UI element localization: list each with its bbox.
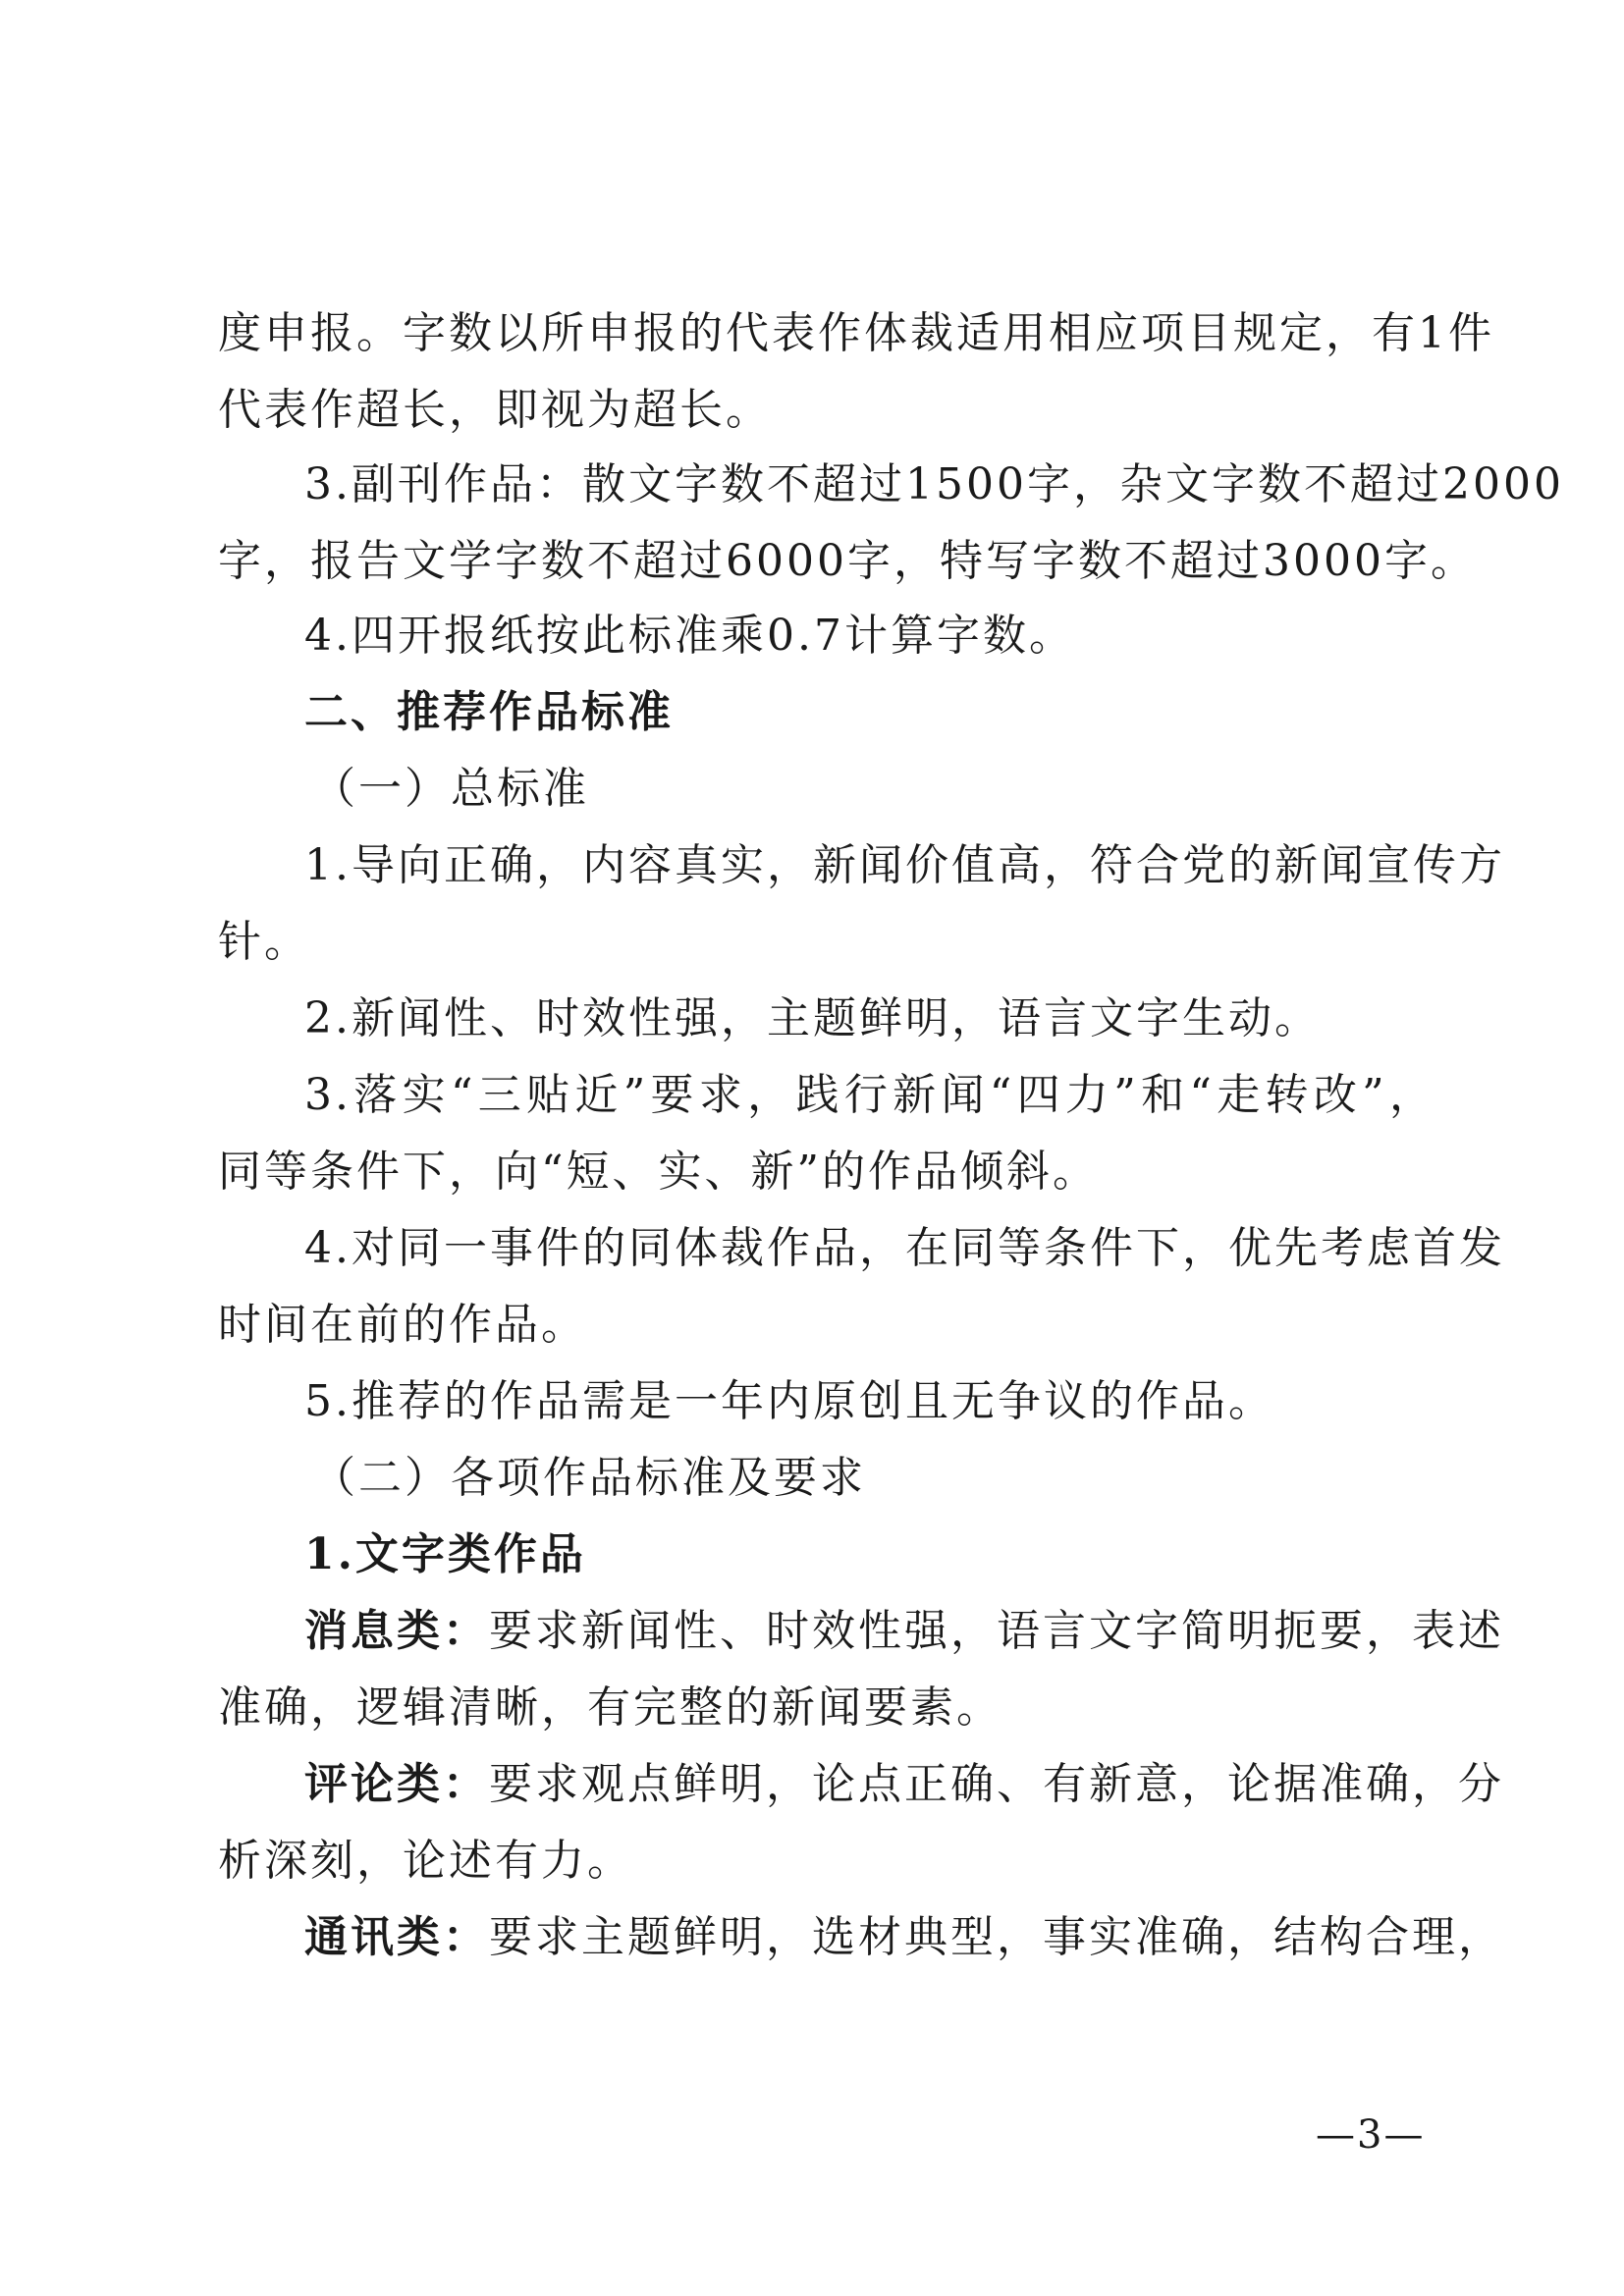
category-label: 评论类： [304, 1759, 489, 1809]
subsection-heading: （一）总标准 [312, 764, 589, 814]
text-line: 度申报。字数以所申报的代表作体裁适用相应项目规定，有1件 [218, 308, 1494, 358]
text-line: 3.落实“三贴近”要求，践行新闻“四力”和“走转改”， [304, 1070, 1435, 1120]
text-line [304, 1757, 1504, 1812]
text-line [304, 1604, 1504, 1659]
text-line [304, 1910, 1504, 1965]
category-label: 通讯类： [304, 1912, 489, 1962]
text-line: 3.副刊作品：散文字数不超过1500字，杂文字数不超过2000 [304, 459, 1564, 509]
text-line: 字，报告文学字数不超过6000字，特写字数不超过3000字。 [218, 536, 1477, 586]
text-line: 4.对同一事件的同体裁作品，在同等条件下，优先考虑首发 [304, 1223, 1505, 1273]
text-line: 5.推荐的作品需是一年内原创且无争议的作品。 [304, 1376, 1274, 1426]
category-text: 要求主题鲜明，选材典型，事实准确，结构合理， [489, 1912, 1504, 1962]
category-text: 要求新闻性、时效性强，语言文字简明扼要，表述 [489, 1606, 1504, 1656]
category-text: 要求观点鲜明，论点正确、有新意，论据准确，分 [489, 1759, 1504, 1809]
text-line: 准确，逻辑清晰，有完整的新闻要素。 [218, 1682, 1002, 1733]
text-line: 时间在前的作品。 [218, 1300, 587, 1350]
category-heading: 1.文字类作品 [304, 1529, 586, 1579]
text-line: 2.新闻性、时效性强，主题鲜明，语言文字生动。 [304, 993, 1321, 1043]
category-label: 消息类： [304, 1606, 489, 1656]
text-line: 1.导向正确，内容真实，新闻价值高，符合党的新闻宣传方 [304, 840, 1505, 890]
text-line: 针。 [218, 917, 310, 967]
page-number: —3— [1316, 2112, 1426, 2158]
text-line: 同等条件下，向“短、实、新”的作品倾斜。 [218, 1147, 1099, 1197]
text-line: 4.四开报纸按此标准乘0.7计算字数。 [304, 611, 1075, 661]
text-line: 代表作超长，即视为超长。 [218, 385, 772, 435]
section-heading: 二、推荐作品标准 [304, 687, 674, 737]
subsection-heading: （二）各项作品标准及要求 [312, 1453, 866, 1503]
text-line: 析深刻，论述有力。 [218, 1836, 633, 1886]
